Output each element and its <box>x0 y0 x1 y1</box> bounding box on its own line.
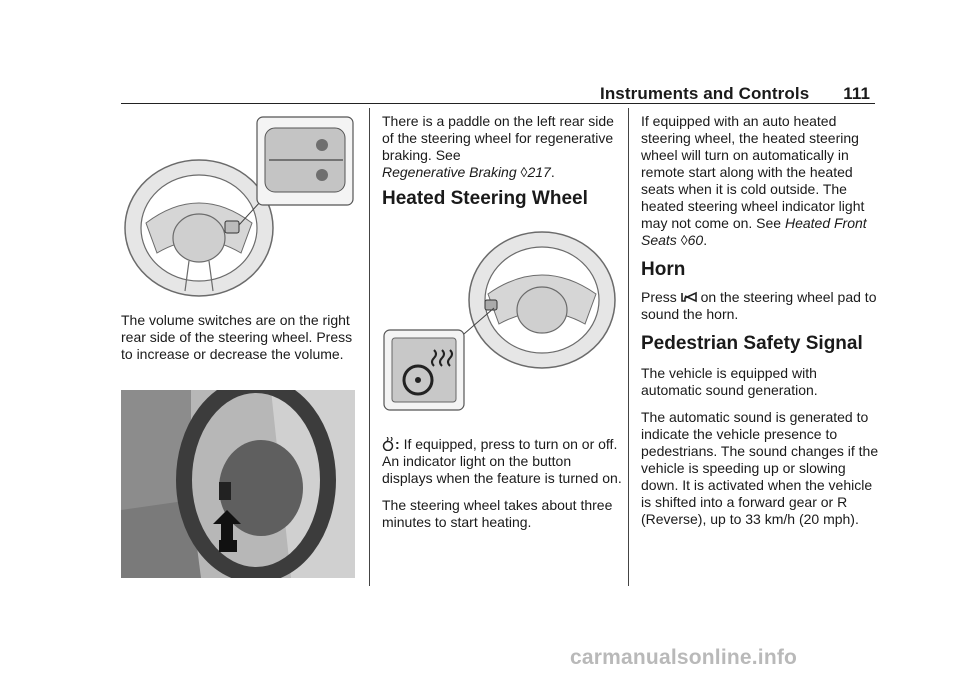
pedestrian-safety-heading: Pedestrian Safety Signal <box>641 333 863 354</box>
volume-switch-paragraph: The volume switches are on the right rear side of the steering wheel. Press to increase or decrease the volume. <box>121 312 353 362</box>
horn-text-start: Press <box>641 289 677 305</box>
paddle-paragraph: There is a paddle on the left rear side of the steering wheel for regenerative braking. See Regenerative Braking ◊217. <box>382 113 614 180</box>
heated-wheel-paragraph <box>382 436 622 487</box>
heating-time-paragraph: The steering wheel takes about three minutes to start heating. <box>382 497 613 530</box>
pedestrian-paragraph-1: The vehicle is equipped with automatic sound generation. <box>641 365 818 398</box>
heated-wheel-heading-block <box>382 188 622 210</box>
watermark: carmanualsonline.info <box>570 646 798 669</box>
heated-steering-wheel-heading: Heated Steering Wheel <box>382 188 588 209</box>
icon-colon: : <box>395 436 400 452</box>
heated-wheel-text: If equipped, press to turn on or off. An indicator light on the button displays when the feature is turned on. <box>382 436 622 486</box>
steering-wheel-volume-switch-illustration <box>121 113 355 298</box>
auto-heated-text: If equipped with an auto heated steering wheel, the heated steering wheel will turn on automatically in remote start along with the heated seats when it is cold outside. The heated steering wheel indicator light may not come on. See <box>641 113 865 231</box>
horn-text-end: on the steering wheel pad to sound the horn. <box>641 289 877 322</box>
column-2-bottom-text <box>382 436 622 541</box>
regenerative-paddle-illustration <box>121 390 355 578</box>
auto-heated-paragraph: If equipped with an auto heated steering wheel, the heated steering wheel will turn on automatically in remote start along with the heated seats when it is cold outside. The heated steering wheel indicator light may not come on. See Heated Front Seats ◊60. <box>641 113 867 248</box>
page-ref-icon: ◊ <box>520 164 528 180</box>
page-header <box>600 84 870 104</box>
heated-steering-wheel-illustration <box>382 228 618 414</box>
column-divider-2 <box>628 108 629 586</box>
page-ref-icon: ◊ <box>680 232 688 248</box>
horn-heading: Horn <box>641 259 686 280</box>
heated-front-seats-page-ref[interactable]: 60 <box>687 232 704 248</box>
column-divider-1 <box>369 108 370 586</box>
heated-steering-wheel-icon <box>382 437 395 451</box>
heated-front-seats-link[interactable]: Heated Front Seats <box>641 215 867 248</box>
section-title: Instruments and Controls <box>600 84 810 103</box>
column-2-top-text <box>382 113 622 191</box>
column-3-text <box>641 113 881 538</box>
header-rule <box>121 103 875 104</box>
horn-icon <box>681 291 697 303</box>
regenerative-braking-page-ref[interactable]: 217 <box>527 164 551 180</box>
pedestrian-paragraph-2: The automatic sound is generated to indicate the vehicle presence to pedestrians. The sound changes if the vehicle is speeding up or slowing down. It is activated when the vehicle is shifted into a forward gear or R (Reverse), up to 33 km/h (20 mph). <box>641 409 879 527</box>
page-number: 111 <box>843 84 871 103</box>
horn-paragraph <box>641 289 881 323</box>
paddle-text: There is a paddle on the left rear side of the steering wheel for regenerative braking. See <box>382 113 614 163</box>
regenerative-braking-link[interactable]: Regenerative Braking <box>382 164 517 180</box>
volume-switch-text <box>121 312 361 373</box>
